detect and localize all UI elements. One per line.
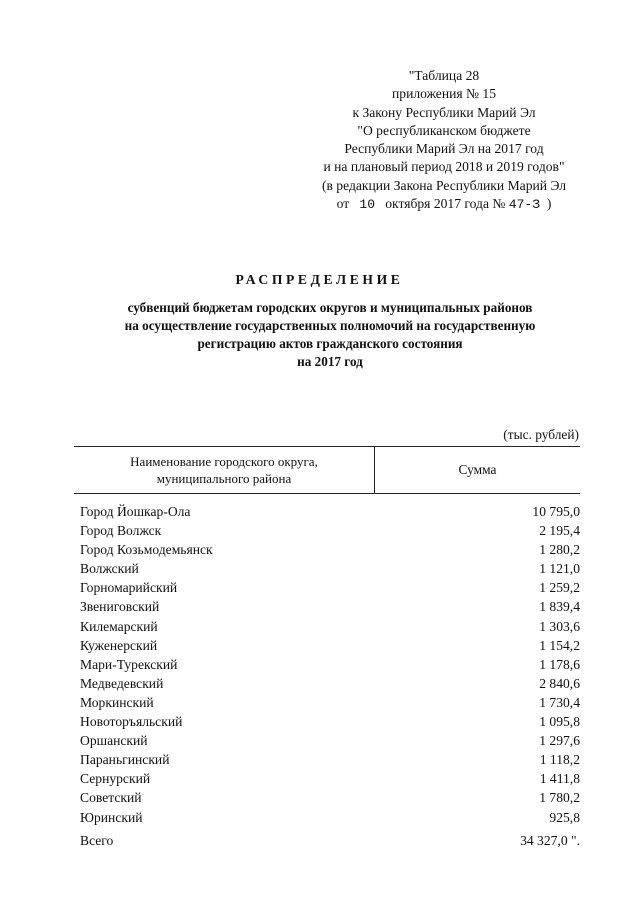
row-value: 2 195,4: [539, 523, 580, 539]
row-value: 1 839,4: [539, 599, 580, 615]
table-row: [80, 521, 580, 540]
row-value: 1 730,4: [539, 694, 580, 710]
row-name: Город Волжск: [80, 523, 162, 539]
page-subtitle: [40, 299, 620, 371]
header-line: и на плановый период 2018 и 2019 годов": [323, 159, 565, 175]
header-line: "О республиканском бюджете: [357, 122, 531, 138]
row-value: 1 178,6: [539, 656, 580, 672]
row-name: Советский: [80, 790, 142, 806]
header-line: к Закону Республики Марий Эл: [352, 104, 536, 120]
row-value: 1 780,2: [539, 790, 580, 806]
row-name: Юринский: [80, 809, 143, 825]
table-row: [80, 674, 580, 693]
table-body: [80, 502, 580, 827]
subtitle-line: на осуществление государственных полномочий на государственную: [124, 318, 536, 333]
column-header-line: муниципального района: [156, 471, 292, 486]
row-value: 10 795,0: [532, 504, 580, 519]
row-name: Город Козьмодемьянск: [80, 542, 213, 558]
table-row: [80, 655, 580, 674]
row-name: Город Йошкар-Ола: [80, 504, 191, 519]
row-value: 925,8: [549, 809, 580, 825]
table-row: [80, 578, 580, 597]
row-value: 1 095,8: [539, 714, 580, 730]
row-name: Горномарийский: [80, 580, 178, 596]
total-value: 34 327,0 ".: [520, 833, 580, 848]
table-row: [80, 808, 580, 827]
header-line-date: [300, 195, 588, 214]
row-name: Оршанский: [80, 733, 148, 749]
row-name: Килемарский: [80, 618, 158, 634]
row-name: Волжский: [80, 561, 139, 577]
table-row: [80, 693, 580, 712]
table-row: [80, 788, 580, 807]
row-value: 1 118,2: [539, 752, 580, 768]
subtitle-line: на 2017 год: [297, 354, 363, 369]
subtitle-line: субвенций бюджетам городских округов и муниципальных районов: [127, 300, 533, 315]
row-name: Звениговский: [80, 599, 160, 615]
law-number: 47-З: [508, 197, 541, 213]
column-header-line: Наименование городского округа,: [130, 454, 318, 469]
table-row: [80, 712, 580, 731]
date-middle: октября 2017 года №: [385, 196, 506, 212]
total-label: Всего: [80, 833, 114, 848]
table-row: [80, 769, 580, 788]
date-day: 10: [359, 197, 376, 213]
row-value: 1 280,2: [539, 542, 580, 558]
row-value: 1 411,8: [539, 771, 580, 787]
table-row: [80, 540, 580, 559]
header-line: (в редакции Закона Республики Марий Эл: [321, 177, 567, 193]
row-name: Моркинский: [80, 694, 154, 710]
date-prefix: от: [336, 196, 350, 212]
table-row: [80, 617, 580, 636]
header-line: приложения № 15: [392, 86, 496, 102]
row-name: Параньгинский: [80, 752, 170, 768]
table-row: [80, 636, 580, 655]
row-value: 1 259,2: [539, 580, 580, 596]
row-name: Куженерский: [80, 637, 158, 653]
row-value: 1 297,6: [539, 733, 580, 749]
row-value: 1 154,2: [539, 637, 580, 653]
table-row: [80, 597, 580, 616]
page-title: РАСПРЕДЕЛЕНИЕ: [235, 272, 404, 287]
row-name: Сернурский: [80, 771, 151, 787]
table-row: [80, 502, 580, 521]
table-row: [80, 750, 580, 769]
header-line: "Таблица 28: [408, 68, 480, 83]
table-header: [74, 446, 580, 494]
column-header-sum: Сумма: [458, 462, 497, 477]
column-header-name: [74, 447, 375, 493]
units-label: (тыс. рублей): [503, 427, 579, 442]
subtitle-line: регистрацию актов гражданского состояния: [197, 336, 463, 351]
table-row: [80, 731, 580, 750]
total-row: [80, 831, 580, 850]
table-row: [80, 559, 580, 578]
row-value: 1 121,0: [539, 561, 580, 577]
header-line: Республики Марий Эл на 2017 год: [344, 141, 544, 157]
document-header: [300, 67, 588, 214]
row-name: Новоторъяльский: [80, 714, 183, 730]
row-name: Медведевский: [80, 675, 164, 691]
row-value: 1 303,6: [539, 618, 580, 634]
date-suffix: ): [546, 196, 552, 212]
row-value: 2 840,6: [539, 675, 580, 691]
row-name: Мари-Турекский: [80, 656, 178, 672]
